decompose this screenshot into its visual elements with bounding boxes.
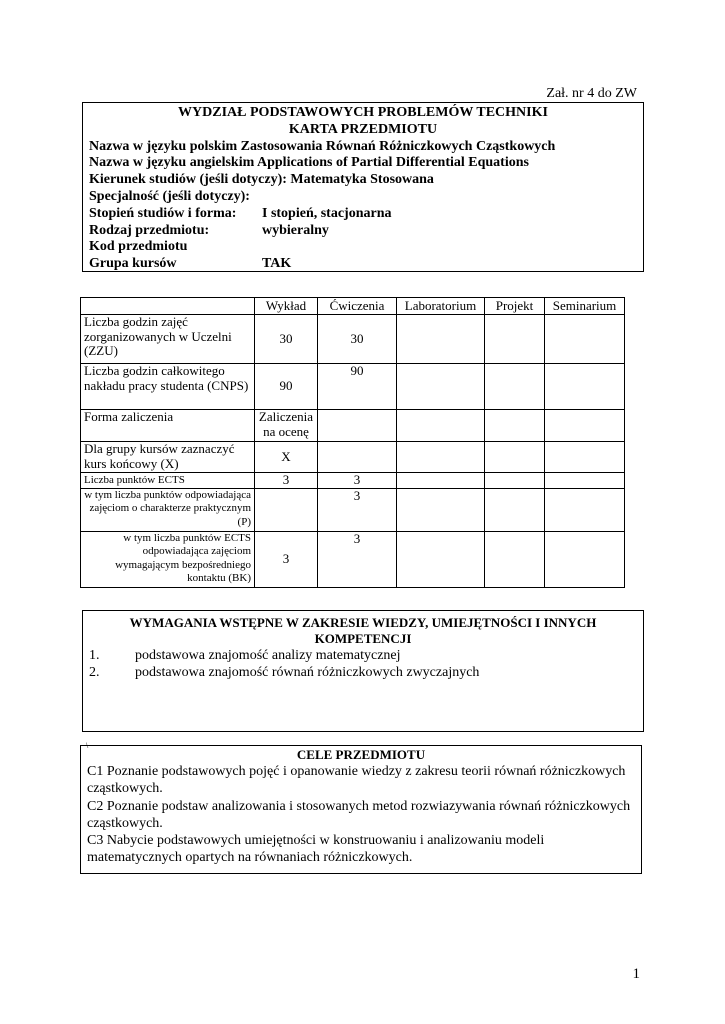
specialty: Specjalność (jeśli dotyczy): xyxy=(89,188,250,204)
table-cell xyxy=(397,364,485,410)
table-cell xyxy=(485,442,545,473)
list-item-number: 1. xyxy=(89,648,100,663)
table-cell xyxy=(485,315,545,364)
table-header-cell xyxy=(81,298,255,315)
table-row xyxy=(81,410,625,442)
row-label: Dla grupy kursów zaznaczyć kurs końcowy (X) xyxy=(81,442,255,473)
table-row xyxy=(81,442,625,473)
card-title: KARTA PRZEDMIOTU xyxy=(288,121,438,137)
course-type-label: Rodzaj przedmiotu: xyxy=(89,222,210,238)
row-label: w tym liczba punktów ECTS odpowiadająca zajęciom wymagającym bezpośredniego kontaktu (BK) xyxy=(81,531,255,587)
table-cell xyxy=(255,488,318,531)
table-cell xyxy=(485,488,545,531)
study-level-label: Stopień studiów i forma: xyxy=(89,205,237,221)
table-cell xyxy=(545,488,625,531)
field-of-study: Kierunek studiów (jeśli dotyczy): Matematyka Stosowana xyxy=(89,172,434,188)
table-cell: X xyxy=(255,442,318,473)
annex-label: Zał. nr 4 do ZW xyxy=(546,86,637,101)
table-header-cell: Projekt xyxy=(485,298,545,315)
hours-table xyxy=(80,297,625,588)
table-cell: 90 xyxy=(318,364,397,410)
table-cell xyxy=(397,473,485,489)
prerequisites-box xyxy=(82,610,644,732)
table-header-cell: Laboratorium xyxy=(397,298,485,315)
list-item xyxy=(89,664,637,681)
table-row xyxy=(81,488,625,531)
row-label: Liczba godzin całkowitego nakładu pracy studenta (CNPS) xyxy=(81,364,255,410)
page-number: 1 xyxy=(632,966,640,982)
course-type-value: wybieralny xyxy=(262,222,329,238)
goal-item: C3 Nabycie podstawowych umiejętności w konstruowaniu i analizowaniu modeli matematycznych opartych na równaniach różniczkowych. xyxy=(87,833,545,866)
table-row xyxy=(81,473,625,489)
course-name-en: Nazwa w języku angielskim Applications of Partial Differential Equations xyxy=(89,155,529,171)
stray-mark: \ xyxy=(86,741,89,750)
list-item xyxy=(89,647,637,664)
table-cell xyxy=(485,410,545,442)
table-cell xyxy=(545,442,625,473)
table-cell: 3 xyxy=(318,531,397,587)
course-code-row xyxy=(89,239,637,256)
study-level-value: I stopień, stacjonarna xyxy=(262,205,392,221)
course-group-label: Grupa kursów xyxy=(89,256,177,272)
table-header-cell: Wykład xyxy=(255,298,318,315)
table-cell xyxy=(318,442,397,473)
faculty-title: WYDZIAŁ PODSTAWOWYCH PROBLEMÓW TECHNIKI xyxy=(178,105,548,120)
goals-title: CELE PRZEDMIOTU xyxy=(296,747,426,762)
table-cell xyxy=(545,473,625,489)
table-cell: 90 xyxy=(255,364,318,410)
table-cell xyxy=(397,488,485,531)
row-label: Liczba punktów ECTS xyxy=(81,473,255,489)
list-item-text: podstawowa znajomość równań różniczkowych zwyczajnych xyxy=(135,665,480,680)
table-cell xyxy=(485,531,545,587)
table-row xyxy=(81,315,625,364)
table-cell: 3 xyxy=(318,488,397,531)
table-cell xyxy=(485,364,545,410)
table-cell: Zaliczenia na ocenę xyxy=(255,410,318,442)
table-cell xyxy=(397,315,485,364)
row-label: w tym liczba punktów odpowiadająca zajęciom o charakterze praktycznym (P) xyxy=(81,488,255,531)
table-cell: 3 xyxy=(255,473,318,489)
table-cell: 30 xyxy=(255,315,318,364)
table-header-cell: Ćwiczenia xyxy=(318,298,397,315)
course-code-label: Kod przedmiotu xyxy=(89,239,188,255)
table-row xyxy=(81,531,625,587)
row-label: Forma zaliczenia xyxy=(81,410,255,442)
row-label: Liczba godzin zajęć zorganizowanych w Uczelni (ZZU) xyxy=(81,315,255,364)
table-cell xyxy=(545,315,625,364)
table-cell xyxy=(318,410,397,442)
course-goals-box xyxy=(80,745,642,874)
table-header-cell: Seminarium xyxy=(545,298,625,315)
table-cell xyxy=(485,473,545,489)
table-cell: 3 xyxy=(255,531,318,587)
list-item-number: 2. xyxy=(89,665,100,680)
study-level-row xyxy=(89,206,637,223)
table-cell xyxy=(397,442,485,473)
course-type-row xyxy=(89,223,637,240)
course-name-pl: Nazwa w języku polskim Zastosowania Równań Różniczkowych Cząstkowych xyxy=(89,138,556,154)
course-group-row xyxy=(89,256,637,273)
course-group-value: TAK xyxy=(262,256,292,272)
table-cell: 30 xyxy=(318,315,397,364)
table-cell xyxy=(545,531,625,587)
list-item-text: podstawowa znajomość analizy matematycznej xyxy=(135,648,401,663)
course-header-box xyxy=(82,102,644,272)
table-row xyxy=(81,364,625,410)
table-cell: 3 xyxy=(318,473,397,489)
goal-item: C1 Poznanie podstawowych pojęć i opanowanie wiedzy z zakresu teorii równań różniczkowych cząstkowych. xyxy=(87,764,626,797)
table-header-row xyxy=(81,298,625,315)
table-cell xyxy=(397,410,485,442)
table-cell xyxy=(545,410,625,442)
table-cell xyxy=(545,364,625,410)
prerequisites-title: WYMAGANIA WSTĘPNE W ZAKRESIE WIEDZY, UMIEJĘTNOŚCI I INNYCH KOMPETENCJI xyxy=(129,615,597,646)
table-cell xyxy=(397,531,485,587)
goal-item: C2 Poznanie podstaw analizowania i stosowanych metod rozwiazywania równań różniczkowych cząstkowych. xyxy=(87,798,631,831)
